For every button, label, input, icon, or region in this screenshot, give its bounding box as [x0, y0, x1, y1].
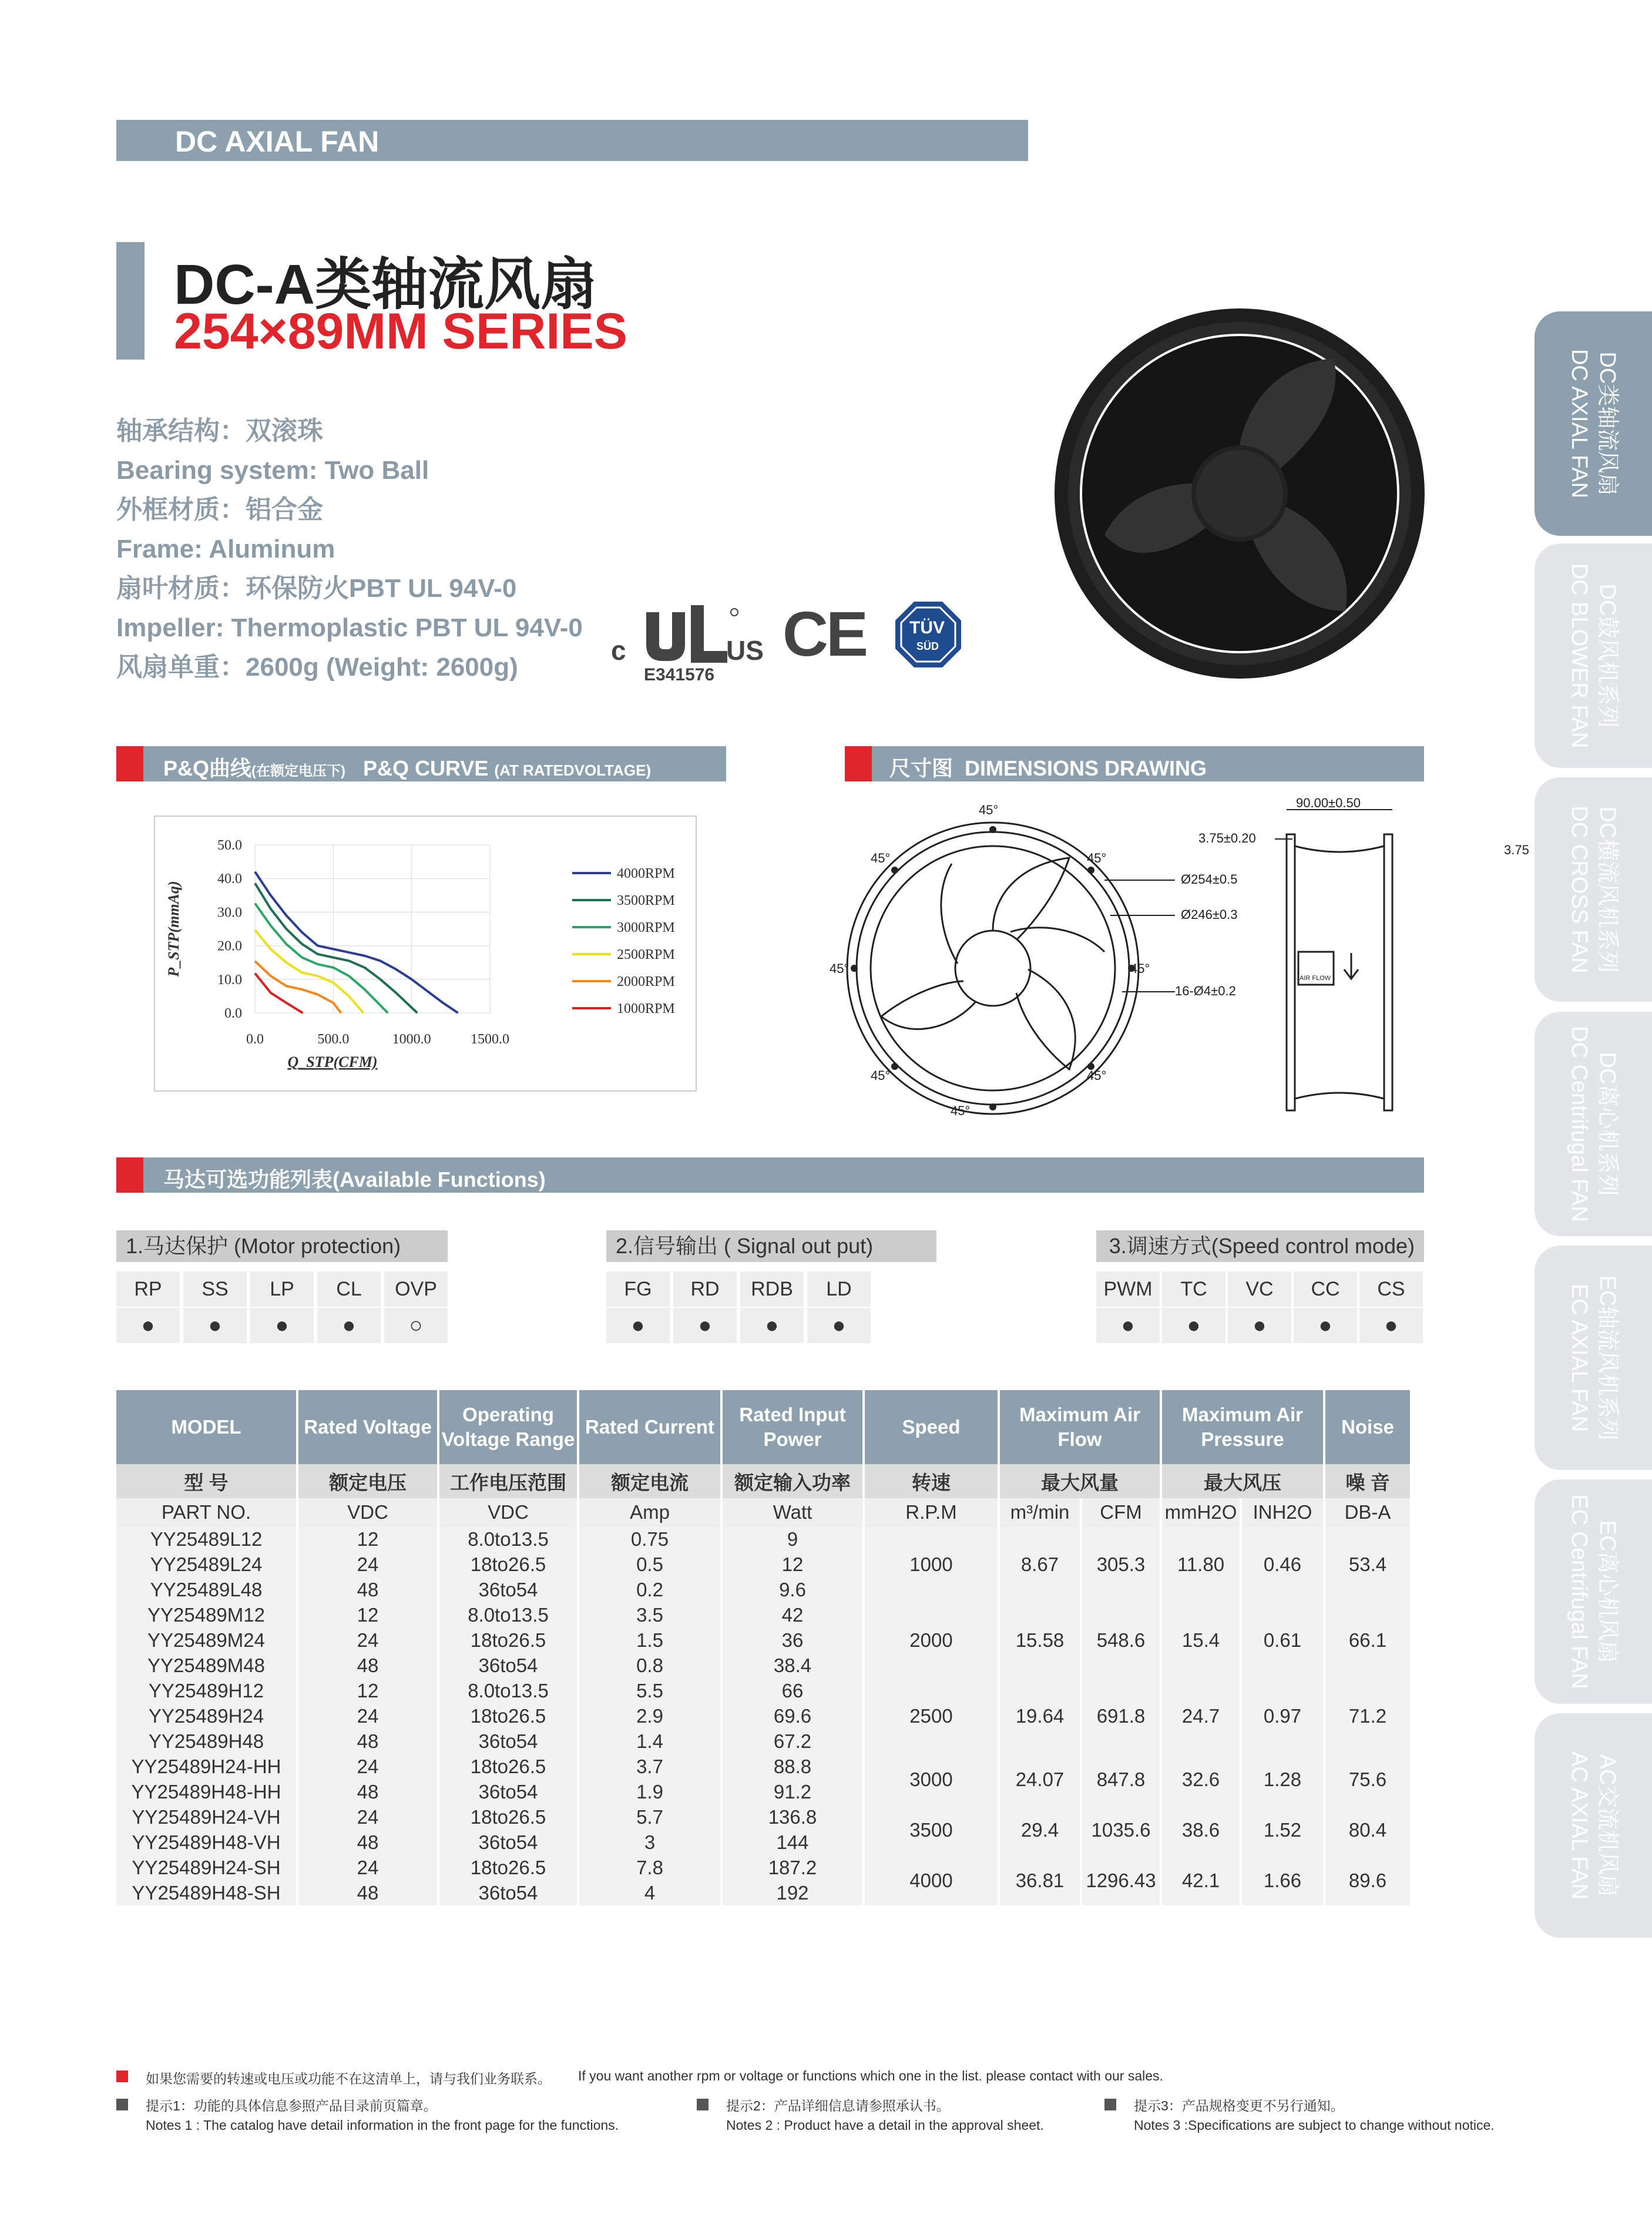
- column-header-cn: 额定电流: [578, 1464, 721, 1498]
- table-group-cell: 29.4: [999, 1804, 1081, 1855]
- column-header-cn: 工作电压范围: [438, 1464, 578, 1498]
- series-line-3500RPM: [255, 883, 417, 1013]
- table-group-cell: 32.6: [1161, 1754, 1241, 1804]
- dim-header-en: DIMENSIONS DRAWING: [965, 756, 1207, 780]
- function-code: CC: [1294, 1271, 1357, 1307]
- unit-cell: DB-A: [1324, 1498, 1411, 1526]
- column-header: Speed: [864, 1390, 999, 1464]
- function-availability-mark: ●: [183, 1308, 247, 1343]
- y-tick-label: 0.0: [224, 1006, 242, 1021]
- table-units-row: [116, 1498, 1411, 1526]
- function-availability-mark: ●: [606, 1308, 670, 1343]
- table-cell: 36to54: [438, 1577, 578, 1602]
- table-header-row: [116, 1390, 1411, 1464]
- functions-section-header: [116, 1157, 1424, 1193]
- unit-cell: INH2O: [1241, 1498, 1324, 1526]
- ce-mark: CE: [783, 598, 867, 669]
- table-cell: 36to54: [438, 1880, 578, 1905]
- side-tab-cn: AC交流机风扇: [1595, 1754, 1620, 1897]
- function-code: VC: [1228, 1271, 1291, 1307]
- dim-angle-label: 45°: [1130, 961, 1150, 976]
- note-1-cn: 提示1：功能的具体信息参照产品目录前页篇章。: [146, 2098, 437, 2113]
- table-row: [116, 1602, 1411, 1627]
- table-cell: YY25489M24: [116, 1627, 297, 1653]
- table-cell: 24: [297, 1754, 438, 1779]
- pq-header-en: P&Q CURVE: [363, 756, 489, 780]
- table-group-cell: 548.6: [1081, 1602, 1161, 1678]
- table-cell: 7.8: [578, 1855, 721, 1880]
- dimension-drawing-icon: [817, 793, 1463, 1134]
- column-header: Maximum Air Pressure: [1161, 1390, 1324, 1464]
- side-tab-cn: EC离心机风扇: [1595, 1520, 1620, 1663]
- side-tab-ec-centrifugal-fan[interactable]: [1535, 1479, 1652, 1704]
- side-tab-en: AC AXIAL FAN: [1567, 1751, 1591, 1900]
- spec-line: 风扇单重：2600g (Weight: 2600g): [116, 653, 518, 682]
- table-cell: 36to54: [438, 1830, 578, 1855]
- table-cell: 4: [578, 1880, 721, 1905]
- column-header: Rated Input Power: [721, 1390, 864, 1464]
- spec-line: 外框材质：铝合金: [116, 495, 323, 524]
- table-cell: YY25489H48-VH: [116, 1830, 297, 1855]
- legend-label: 3500RPM: [617, 893, 675, 908]
- spec-line: Frame: Aluminum: [116, 535, 335, 563]
- dim-angle-label: 45°: [1087, 1068, 1107, 1083]
- table-cell: 0.5: [578, 1552, 721, 1577]
- table-cell: 48: [297, 1577, 438, 1602]
- dim-angle-label: 45°: [830, 961, 849, 976]
- title-accent-bar: [116, 242, 145, 360]
- table-group-cell: 1.52: [1241, 1804, 1324, 1855]
- table-cell: 8.0to13.5: [438, 1678, 578, 1703]
- note-marker-red: [116, 2070, 128, 2082]
- table-cell: 36: [721, 1627, 864, 1653]
- side-tab-ec-axial-fan[interactable]: [1535, 1246, 1652, 1470]
- column-header-cn: 噪 音: [1324, 1464, 1411, 1498]
- side-tab-en: DC Centrifugal FAN: [1567, 1026, 1591, 1222]
- table-group-cell: 1.66: [1241, 1855, 1324, 1905]
- column-header-cn: 转速: [864, 1464, 999, 1498]
- table-cell: 12: [721, 1552, 864, 1577]
- table-cell: 91.2: [721, 1779, 864, 1804]
- table-cell: 1.9: [578, 1779, 721, 1804]
- legend-label: 4000RPM: [617, 866, 675, 881]
- table-group-cell: 1035.6: [1081, 1804, 1161, 1855]
- tuv-label: TÜV: [909, 618, 945, 637]
- function-code: TC: [1162, 1271, 1225, 1307]
- dim-width-label: 90.00±0.50: [1296, 796, 1361, 810]
- side-tab-dc-centrifugal-fan[interactable]: [1535, 1012, 1652, 1236]
- table-cell: 48: [297, 1880, 438, 1905]
- table-row: [116, 1678, 1411, 1703]
- side-tab-en: EC AXIAL FAN: [1567, 1283, 1591, 1432]
- spec-line: Impeller: Thermoplastic PBT UL 94V-0: [116, 613, 583, 642]
- function-code: LP: [250, 1271, 314, 1307]
- dim-flange-label: 3.75±0.20: [1198, 831, 1256, 845]
- table-cell: YY25489L48: [116, 1577, 297, 1602]
- table-group-cell: 691.8: [1081, 1678, 1161, 1754]
- table-cell: 3.5: [578, 1602, 721, 1627]
- table-cell: 5.7: [578, 1804, 721, 1830]
- column-header-cn: 型 号: [116, 1464, 297, 1498]
- x-axis-label: Q_STP(CFM): [287, 1053, 378, 1070]
- table-cell: 18to26.5: [438, 1855, 578, 1880]
- table-cell: 1.5: [578, 1627, 721, 1653]
- side-tab-dc-blower-fan[interactable]: [1535, 543, 1652, 768]
- function-code: RDB: [740, 1271, 804, 1307]
- unit-cell: VDC: [438, 1498, 578, 1526]
- table-group-cell: 15.4: [1161, 1602, 1241, 1678]
- y-tick-label: 20.0: [217, 938, 242, 954]
- function-code: FG: [606, 1271, 670, 1307]
- y-tick-label: 30.0: [217, 905, 242, 921]
- table-group-cell: 66.1: [1324, 1602, 1411, 1678]
- table-group-cell: 0.46: [1241, 1526, 1324, 1602]
- pq-header-cn-small: (在额定电压下): [251, 763, 345, 779]
- table-cell: 0.2: [578, 1577, 721, 1602]
- series-title: 254×89MM SERIES: [174, 303, 627, 360]
- table-cell: 12: [297, 1526, 438, 1552]
- x-tick-label: 1000.0: [392, 1032, 431, 1047]
- table-group-cell: 847.8: [1081, 1754, 1161, 1804]
- table-cell: 12: [297, 1602, 438, 1627]
- function-availability-mark: ●: [1359, 1308, 1423, 1343]
- unit-cell: mmH2O: [1161, 1498, 1241, 1526]
- x-tick-label: 1500.0: [471, 1032, 509, 1047]
- function-group-title: 1.马达保护 (Motor protection): [116, 1230, 448, 1262]
- function-code: RP: [116, 1271, 180, 1307]
- table-group-cell: 2000: [864, 1602, 999, 1678]
- function-availability-mark: ●: [116, 1308, 180, 1343]
- spec-table: [116, 1390, 1412, 1905]
- note-2-en: Notes 2 : Product have a detail in the approval sheet.: [726, 2117, 1044, 2133]
- function-availability-mark: ●: [250, 1308, 314, 1343]
- table-cell: 18to26.5: [438, 1627, 578, 1653]
- side-tab-cn: EC轴流风机系列: [1595, 1275, 1620, 1441]
- x-tick-label: 500.0: [317, 1032, 350, 1047]
- column-header: MODEL: [116, 1390, 297, 1464]
- column-header-cn: 额定输入功率: [721, 1464, 864, 1498]
- unit-cell: PART NO.: [116, 1498, 297, 1526]
- y-tick-label: 40.0: [217, 871, 242, 887]
- dim-outer-diameter-label: Ø254±0.5: [1181, 872, 1238, 887]
- table-group-cell: 53.4: [1324, 1526, 1411, 1602]
- note-marker: [116, 2099, 128, 2110]
- table-cell: 136.8: [721, 1804, 864, 1830]
- table-group-cell: 38.6: [1161, 1804, 1241, 1855]
- unit-cell: Amp: [578, 1498, 721, 1526]
- dimensions-drawing: [817, 793, 1463, 1134]
- ul-number: E341576: [644, 665, 715, 684]
- spec-list: [116, 411, 645, 687]
- table-group-cell: 15.58: [999, 1602, 1081, 1678]
- table-cell: YY25489M12: [116, 1602, 297, 1627]
- table-cell: 66: [721, 1678, 864, 1703]
- table-cell: YY25489H48-HH: [116, 1779, 297, 1804]
- function-code: CL: [317, 1271, 381, 1307]
- pq-header-cn: P&Q曲线: [163, 756, 252, 780]
- fan-photo: [1052, 306, 1428, 682]
- table-cell: 88.8: [721, 1754, 864, 1779]
- dim-header-cn: 尺寸图: [889, 756, 953, 780]
- column-header-cn: 最大风压: [1161, 1464, 1324, 1498]
- page-title: DC-A类轴流风扇: [174, 253, 597, 316]
- dim-angle-label: 45°: [871, 851, 891, 865]
- table-cell: YY25489H24-SH: [116, 1855, 297, 1880]
- note-2-cn: 提示2：产品详细信息请参照承认书。: [726, 2098, 950, 2113]
- table-cell: 3.7: [578, 1754, 721, 1779]
- unit-cell: CFM: [1081, 1498, 1161, 1526]
- table-cell: 24: [297, 1804, 438, 1830]
- table-group-cell: 3000: [864, 1754, 999, 1804]
- dim-angle-label: 45°: [871, 1068, 891, 1083]
- side-tab-en: DC CROSS FAN: [1567, 806, 1591, 974]
- note-1-en: Notes 1 : The catalog have detail information in the front page for the functions.: [146, 2117, 619, 2133]
- y-axis-label: P_STP(mmAq): [165, 881, 182, 977]
- table-cell: 24: [297, 1855, 438, 1880]
- side-tab-cn: DC离心机系列: [1595, 1052, 1620, 1196]
- table-cell: 24: [297, 1552, 438, 1577]
- note-3-cn: 提示3：产品规格变更不另行通知。: [1134, 2098, 1344, 2113]
- table-cell: 24: [297, 1703, 438, 1729]
- table-header-cn-row: [116, 1464, 1411, 1498]
- function-availability-mark: ●: [1294, 1308, 1357, 1343]
- function-availability-mark: ●: [317, 1308, 381, 1343]
- functions-header-label: 马达可选功能列表(Available Functions): [163, 1167, 546, 1192]
- spec-line: Bearing system: Two Ball: [116, 456, 429, 485]
- side-tab-en: DC AXIAL FAN: [1567, 348, 1591, 499]
- column-header: Rated Voltage: [297, 1390, 438, 1464]
- function-availability-mark: ●: [807, 1308, 871, 1343]
- pq-header-en-small: (AT RATEDVOLTAGE): [494, 761, 652, 779]
- table-cell: YY25489H12: [116, 1678, 297, 1703]
- table-group-cell: 4000: [864, 1855, 999, 1905]
- function-availability-mark: ●: [1228, 1308, 1291, 1343]
- table-cell: 5.5: [578, 1678, 721, 1703]
- table-cell: 12: [297, 1678, 438, 1703]
- table-row: [116, 1855, 1411, 1880]
- function-code: RD: [673, 1271, 737, 1307]
- table-cell: YY25489H48: [116, 1729, 297, 1754]
- table-cell: 144: [721, 1830, 864, 1855]
- unit-cell: m³/min: [999, 1498, 1081, 1526]
- table-group-cell: 8.67: [999, 1526, 1081, 1602]
- table-cell: 48: [297, 1830, 438, 1855]
- table-cell: YY25489M48: [116, 1653, 297, 1678]
- table-cell: 42: [721, 1602, 864, 1627]
- ul-mark: [611, 599, 770, 687]
- dim-inner-diameter-label: Ø246±0.3: [1181, 907, 1238, 922]
- side-tab-cn: DC鼓风机系列: [1595, 583, 1620, 728]
- note-3-en: Notes 3 :Specifications are subject to change without notice.: [1134, 2117, 1495, 2133]
- table-group-cell: 2500: [864, 1678, 999, 1754]
- table-cell: 0.8: [578, 1653, 721, 1678]
- dim-airflow-label: AIR FLOW: [1300, 975, 1331, 982]
- table-group-cell: 36.81: [999, 1855, 1081, 1905]
- function-code: PWM: [1096, 1271, 1160, 1307]
- column-header: Rated Current: [578, 1390, 721, 1464]
- table-group-cell: 89.6: [1324, 1855, 1411, 1905]
- function-availability-mark: ●: [1162, 1308, 1225, 1343]
- table-cell: 18to26.5: [438, 1552, 578, 1577]
- column-header-cn: 额定电压: [297, 1464, 438, 1498]
- y-tick-label: 50.0: [217, 838, 242, 853]
- side-tab-cn: DC横流风机系列: [1595, 806, 1620, 973]
- side-tab-en: DC BLOWER FAN: [1567, 563, 1591, 749]
- legend-label: 2000RPM: [617, 974, 675, 989]
- table-group-cell: 71.2: [1324, 1678, 1411, 1754]
- table-group-cell: 3500: [864, 1804, 999, 1855]
- tuv-mark: [893, 599, 963, 670]
- table-cell: 36to54: [438, 1653, 578, 1678]
- function-group-title: 2.信号输出 ( Signal out put): [606, 1230, 936, 1262]
- ul-us-label: US: [726, 635, 764, 666]
- table-row: [116, 1526, 1411, 1552]
- series-line-2500RPM: [255, 930, 364, 1013]
- side-tab-dc-axial-fan[interactable]: [1535, 311, 1652, 536]
- table-cell: 36to54: [438, 1729, 578, 1754]
- side-tab-ac-axial-fan[interactable]: [1535, 1713, 1652, 1938]
- table-cell: YY25489H24-VH: [116, 1804, 297, 1830]
- table-cell: 18to26.5: [438, 1754, 578, 1779]
- table-cell: 192: [721, 1880, 864, 1905]
- table-cell: 24: [297, 1627, 438, 1653]
- dim-angle-label: 45°: [1087, 851, 1107, 865]
- column-header: Operating Voltage Range: [438, 1390, 578, 1464]
- table-cell: 48: [297, 1653, 438, 1678]
- function-group-title: 3.调速方式(Speed control mode): [1096, 1230, 1424, 1262]
- table-group-cell: 305.3: [1081, 1526, 1161, 1602]
- table-cell: 0.75: [578, 1526, 721, 1552]
- table-group-cell: 75.6: [1324, 1754, 1411, 1804]
- page-header-title: DC AXIAL FAN: [175, 125, 380, 158]
- table-cell: YY25489H48-SH: [116, 1880, 297, 1905]
- side-tab-en: EC Centrifugal FAN: [1567, 1494, 1591, 1689]
- dim-angle-label: 45°: [951, 1103, 971, 1118]
- pq-chart-svg: [155, 817, 696, 1090]
- table-cell: 9.6: [721, 1577, 864, 1602]
- y-tick-label: 10.0: [217, 972, 242, 988]
- table-row: [116, 1754, 1411, 1779]
- table-cell: YY25489L12: [116, 1526, 297, 1552]
- column-header-cn: 最大风量: [999, 1464, 1161, 1498]
- table-cell: 69.6: [721, 1703, 864, 1729]
- note-marker: [1104, 2099, 1116, 2110]
- dim-angle-label: 45°: [979, 803, 999, 817]
- function-code: OVP: [384, 1271, 448, 1307]
- table-cell: 3: [578, 1830, 721, 1855]
- function-code: SS: [183, 1271, 247, 1307]
- table-cell: 18to26.5: [438, 1804, 578, 1830]
- unit-cell: Watt: [721, 1498, 864, 1526]
- column-header: Maximum Air Flow: [999, 1390, 1161, 1464]
- table-cell: YY25489H24: [116, 1703, 297, 1729]
- table-group-cell: 11.80: [1161, 1526, 1241, 1602]
- ul-c-label: c: [611, 635, 626, 666]
- dimensions-section-header: [845, 746, 1424, 781]
- table-group-cell: 0.97: [1241, 1678, 1324, 1754]
- table-cell: 8.0to13.5: [438, 1526, 578, 1552]
- table-cell: 18to26.5: [438, 1703, 578, 1729]
- legend-label: 3000RPM: [617, 920, 675, 935]
- table-cell: 1.4: [578, 1729, 721, 1754]
- dim-holes-label: 16-Ø4±0.2: [1175, 984, 1236, 998]
- function-availability-mark: ●: [1096, 1308, 1160, 1343]
- table-cell: 38.4: [721, 1653, 864, 1678]
- column-header: Noise: [1324, 1390, 1411, 1464]
- table-group-cell: 42.1: [1161, 1855, 1241, 1905]
- tuv-sub-label: SÜD: [916, 640, 939, 652]
- page-header-bar: [116, 120, 1028, 161]
- table-group-cell: 19.64: [999, 1678, 1081, 1754]
- x-tick-label: 0.0: [246, 1032, 264, 1047]
- table-cell: 8.0to13.5: [438, 1602, 578, 1627]
- unit-cell: R.P.M: [864, 1498, 999, 1526]
- table-cell: 9: [721, 1526, 864, 1552]
- table-cell: 48: [297, 1729, 438, 1754]
- table-group-cell: 80.4: [1324, 1804, 1411, 1855]
- table-group-cell: 1000: [864, 1526, 999, 1602]
- function-availability-mark: ●: [740, 1308, 804, 1343]
- side-tab-dc-cross-fan[interactable]: [1535, 777, 1652, 1002]
- table-cell: 2.9: [578, 1703, 721, 1729]
- table-group-cell: 24.7: [1161, 1678, 1241, 1754]
- spec-line: 轴承结构：双滚珠: [116, 417, 323, 445]
- legend-label: 2500RPM: [617, 947, 675, 962]
- function-code: LD: [807, 1271, 871, 1307]
- fan-image-icon: [1052, 306, 1428, 682]
- function-availability-mark: ●: [673, 1308, 737, 1343]
- legend-label: 1000RPM: [617, 1001, 675, 1016]
- table-cell: 187.2: [721, 1855, 864, 1880]
- function-code: CS: [1359, 1271, 1423, 1307]
- table-row: [116, 1804, 1411, 1830]
- note-main-cn: 如果您需要的转速或电压或功能不在这清单上，请与我们业务联系。: [146, 2071, 551, 2086]
- dim-outside-label: 3.75: [1504, 843, 1529, 857]
- table-cell: YY25489L24: [116, 1552, 297, 1577]
- note-marker: [697, 2099, 709, 2110]
- table-group-cell: 1296.43: [1081, 1855, 1161, 1905]
- table-cell: 48: [297, 1779, 438, 1804]
- unit-cell: VDC: [297, 1498, 438, 1526]
- table-cell: YY25489H24-HH: [116, 1754, 297, 1779]
- pq-section-header: [116, 746, 726, 781]
- table-cell: 36to54: [438, 1779, 578, 1804]
- function-availability-mark: ○: [384, 1308, 448, 1343]
- spec-line: 扇叶材质：环保防火PBT UL 94V-0: [116, 574, 517, 603]
- pq-chart: [154, 816, 697, 1092]
- table-cell: 67.2: [721, 1729, 864, 1754]
- table-group-cell: 24.07: [999, 1754, 1081, 1804]
- side-tab-cn: DC类轴流风扇: [1595, 351, 1620, 496]
- note-main-en: If you want another rpm or voltage or functions which one in the list. please contact with our sales.: [578, 2068, 1163, 2083]
- table-group-cell: 1.28: [1241, 1754, 1324, 1804]
- table-group-cell: 0.61: [1241, 1602, 1324, 1678]
